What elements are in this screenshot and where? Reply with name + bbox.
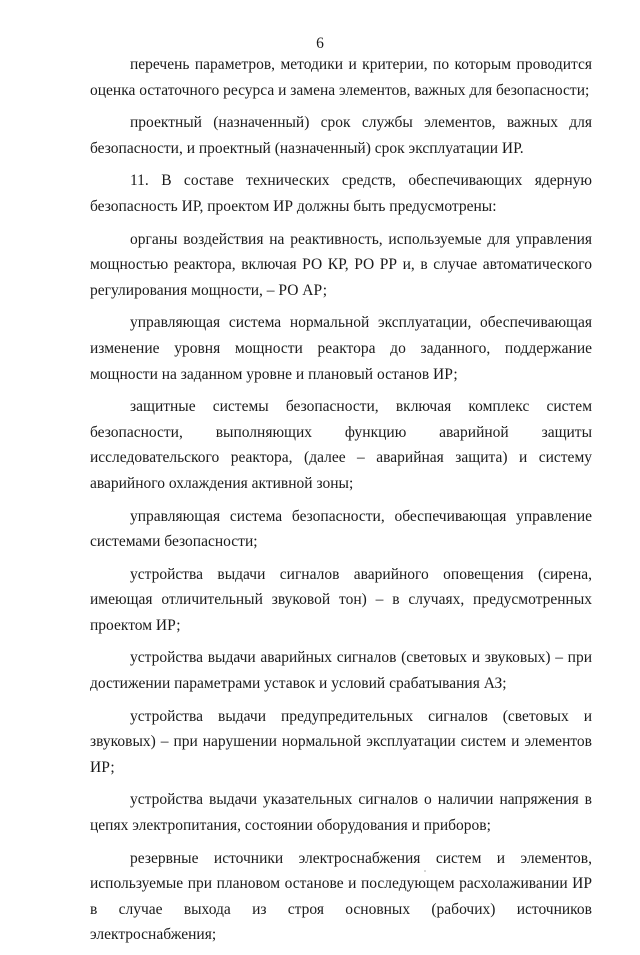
paragraph-warning-signals: устройства выдачи предупредительных сигналов (световых и звуковых) – при нарушении нормальной эксплуатации систем и элементов ИР; <box>90 707 592 776</box>
paragraph-backup-power: резервные источники электроснабжения систем и элементов, используемые при плановом останове и последующем расхолаживании ИР в случае выхода из строя основных (рабочих) источников электроснабжения; <box>90 849 592 944</box>
paragraph-service-life: проектный (назначенный) срок службы элементов, важных для безопасности, и проектный (назначенный) срок эксплуатации ИР. <box>90 114 592 157</box>
paragraph-reactivity-control: органы воздействия на реактивность, используемые для управления мощностью реактора, включая РО КР, РО РР и, в случае автоматического регулирования мощности, – РО АР; <box>90 230 592 299</box>
page-number: 6 <box>316 35 324 52</box>
paragraph-emergency-notification: устройства выдачи сигналов аварийного оповещения (сирена, имеющая отличительный звуковой тон) – в случаях, предусмотренных проектом ИР; <box>90 565 592 634</box>
paragraph-normal-operation-control: управляющая система нормальной эксплуатации, обеспечивающая изменение уровня мощности реактора до заданного, поддержание мощности на заданном уровне и плановый останов ИР; <box>90 314 592 383</box>
paragraph-clause-11: 11. В составе технических средств, обеспечивающих ядерную безопасность ИР, проектом ИР должны быть предусмотрены: <box>90 172 592 215</box>
paragraph-protective-safety-systems: защитные системы безопасности, включая комплекс систем безопасности, выполняющих функцию аварийной защиты исследовательского реактора, (далее – аварийная защита) и систему аварийного охлаждения активной зоны; <box>90 398 592 492</box>
paragraph-indication-signals: устройства выдачи указательных сигналов о наличии напряжения в цепях электропитания, состоянии оборудования и приборов; <box>90 791 592 835</box>
paragraph-safety-control-system: управляющая система безопасности, обеспечивающая управление системами безопасности; <box>90 507 592 551</box>
scan-speck <box>424 870 426 872</box>
page-body <box>90 52 592 955</box>
paragraph-residual-resource: перечень параметров, методики и критерии, по которым проводится оценка остаточного ресурса и замена элементов, важных для безопасности; <box>90 56 592 99</box>
paragraph-emergency-signals: устройства выдачи аварийных сигналов (световых и звуковых) – при достижении параметрами уставок и условий срабатывания АЗ; <box>90 649 592 693</box>
